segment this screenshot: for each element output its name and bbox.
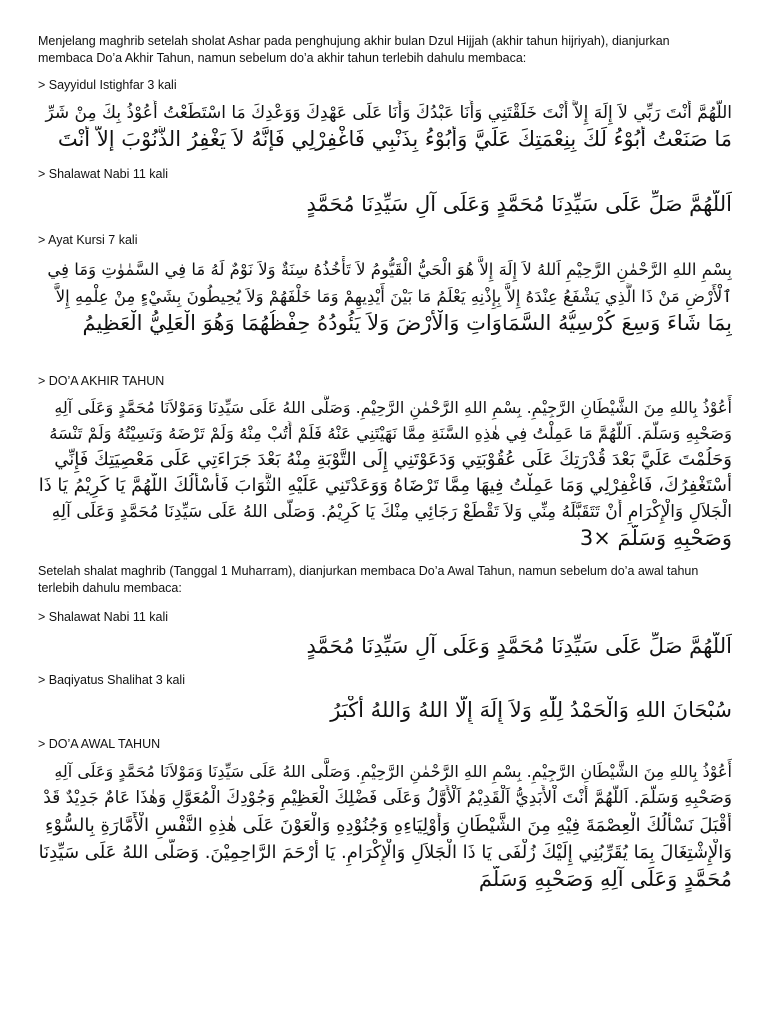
arabic-line: وَحَلُمْتَ عَلَيَّ بَعْدَ قُدْرَتِكَ عَلَى عُقُوْبَتِي وَدَعَوْتَنِي إِلَى التَّوْبَةِ مِنْهُ بَعْدَ جَرَاءَتِي عَلَى مَعْصِيَتِكَ فَإِنِّي	[54, 449, 732, 470]
arabic-line: أَعُوْذُ بِاللهِ مِنَ الشَّيْطَانِ الرَّجِيْمِ. بِسْمِ اللهِ الرَّحْمٰنِ الرَّحِيْمِ. وَصَلَّى اللهُ عَلَى سَيِّدِنَا وَمَوْلاَنَا مُحَمَّدٍ وَعَلَى آلِهِ	[54, 762, 732, 781]
repeat-mark: ×3	[579, 526, 611, 550]
arabic-shalawat-nabi-1	[36, 190, 732, 218]
arabic-ayat-kursi	[36, 256, 732, 337]
arabic-baqiyatus-shalihat	[36, 696, 732, 724]
arabic-line: أَسْتَغْفِرُكَ، فَاغْفِرْلِي وَمَا عَمِلْتُ فِيهَا مِمَّا تَرْضَاهُ وَوَعَدْتَنِي عَلَيْهِ الثَّوَابَ فَأَسْأَلُكَ اللَّهُمَّ يَا كَرِيْمُ يَا ذَا	[38, 475, 732, 496]
arabic-sayyidul-istighfar	[36, 100, 732, 152]
heading-baqiyatus-shalihat: > Baqiyatus Shalihat 3 kali	[38, 673, 185, 687]
arabic-line: مَا صَنَعْتُ أَبُوْءُ لَكَ بِنِعْمَتِكَ عَلَيَّ وَأَبُوْءُ بِذَنْبِي فَاغْفِرْلِي فَإِنَّهُ لاَ يَغْفِرُ الذُّنُوْبَ إِلاَّ أَنْتَ	[57, 127, 732, 151]
arabic-line: بِسْمِ اللهِ الرَّحْمٰنِ الرَّحِيْمِ اَللهُ لاَ إِلَهَ إِلاَّ هُوَ الْحَيُّ الْقَيُّومُ لاَ تَأْخُذُهُ سِنَةٌ وَلاَ نَوْمٌ لَهُ مَا فِي السَّمٰوٰتِ وَمَا فِي	[47, 260, 732, 279]
arabic-line: سُبْحَانَ اللهِ وَالْحَمْدُ لِلّٰهِ وَلاَ إِلَهَ إِلَّا اللهُ وَاللهُ أَكْبَرُ	[330, 698, 732, 722]
intro-akhir-line-1: Menjelang maghrib setelah sholat Ashar pada penghujung akhir bulan Dzul Hijjah (akhir tahun hijriyah), dianjurkan	[38, 34, 670, 48]
heading-sayyidul-istighfar: > Sayyidul Istighfar 3 kali	[38, 78, 177, 92]
arabic-line: اَللَّهُمَّ صَلِّ عَلَى سَيِّدِنَا مُحَمَّدٍ وَعَلَى آلِ سَيِّدِنَا مُحَمَّدٍ	[306, 192, 732, 216]
arabic-line: أَعُوْذُ بِاللهِ مِنَ الشَّيْطَانِ الرَّجِيْمِ. بِسْمِ اللهِ الرَّحْمٰنِ الرَّحِيْمِ. وَصَلَّى اللهُ عَلَى سَيِّدِنَا وَمَوْلاَنَا مُحَمَّدٍ وَعَلَى آلِهِ	[54, 398, 732, 417]
arabic-line: الْجَلاَلِ وَالْإِكْرَامِ أَنْ تَتَقَبَّلَهُ مِنِّي وَلاَ تَقْطَعْ رَجَائِي مِنْكَ يَا كَرِيْمُ. وَصَلَّى اللهُ عَلَى سَيِّدِنَا مُحَمَّدٍ وَعَلَى آلِهِ	[51, 502, 732, 522]
arabic-doa-akhir-tahun	[36, 395, 732, 551]
arabic-line: اَللَّهُمَّ صَلِّ عَلَى سَيِّدِنَا مُحَمَّدٍ وَعَلَى آلِ سَيِّدِنَا مُحَمَّدٍ	[306, 634, 732, 658]
arabic-line: وَصَحْبِهِ وَسَلَّمَ. اَللَّهُمَّ أَنْتَ اْلأَبَدِيُّ اَلْقَدِيْمُ اَلْأَوَّلُ وَعَلَى فَضْلِكَ الْعَظِيْمِ وَجُوْدِكَ الْمُعَوَّلِ وَهٰذَا عَامٌ جَدِيْدٌ قَدْ	[43, 788, 732, 808]
intro-awal-line-1: Setelah shalat maghrib (Tanggal 1 Muharram), dianjurkan membaca Do’a Awal Tahun, namun sebelum do’a awal tahun	[38, 564, 699, 578]
arabic-line: أَقْبَلَ نَسْأَلُكَ الْعِصْمَةَ فِيْهِ مِنَ الشَّيْطَانِ وَأَوْلِيَاءِهِ وَجُنُوْدِهِ وَالْعَوْنَ عَلَى هٰذِهِ النَّفْسِ الْأَمَّارَةِ بِالسُّوْءِ	[45, 815, 732, 836]
heading-shalawat-nabi-1: > Shalawat Nabi 11 kali	[38, 167, 169, 181]
arabic-line: ٱلْأَرْضِ مَنْ ذَا الَّذِي يَشْفَعُ عِنْدَهُ إِلاَّ بِإِذْنِهِ يَعْلَمُ مَا بَيْنَ أَيْدِيهِمْ وَمَا خَلْفَهُمْ وَلاَ يُحِيطُونَ بِشَيْءٍ مِنْ عِلْمِهِ إِلاَّ	[55, 287, 732, 306]
intro-awal-tahun	[38, 563, 738, 597]
arabic-line: وَصَحْبِهِ وَسَلَّمَ. اَللَّهُمَّ مَا عَمِلْتُ فِي هٰذِهِ السَّنَةِ مِمَّا نَهَيْتَنِي عَنْهُ فَلَمْ أَتُبْ مِنْهُ وَلَمْ تَرْضَهُ وَنَسِيْتُهُ وَلَمْ تَنْسَهُ	[49, 424, 732, 443]
arabic-shalawat-nabi-2	[36, 632, 732, 660]
intro-akhir-line-2: membaca Do’a Akhir Tahun, namun sebelum do’a akhir tahun terlebih dahulu membaca:	[38, 51, 527, 65]
arabic-line-text: وَصَحْبِهِ وَسَلَّمَ	[617, 526, 732, 550]
arabic-line: بِمَا شَاءَ وَسِعَ كُرْسِيُّهُ السَّمَاوَاتِ وَالْأَرْضَ وَلاَ يَئُودُهُ حِفْظُهُمَا وَهُوَ الْعَلِيُّ الْعَظِيمُ	[82, 311, 732, 335]
arabic-doa-awal-tahun	[36, 758, 732, 893]
heading-shalawat-nabi-2: > Shalawat Nabi 11 kali	[38, 610, 169, 624]
heading-doa-awal-tahun: > DO’A AWAL TAHUN	[38, 737, 161, 751]
arabic-line: وَالْإِشْتِغَالَ بِمَا يُقَرِّبُنِي إِلَيْكَ زُلْفَى يَا ذَا الْجَلاَلِ وَالْإِكْرَامِ. يَا أَرْحَمَ الرَّاحِمِيْنَ. وَصَلَّى اللهُ عَلَى سَيِّدِنَا	[38, 842, 732, 863]
heading-doa-akhir-tahun: > DO’A AKHIR TAHUN	[38, 374, 165, 388]
arabic-line: اللَّهُمَّ أَنْتَ رَبِّي لاَ إِلَهَ إِلاَّ أَنْتَ خَلَقْتَنِي وَأَنَا عَبْدُكَ وَأَنَا عَلَى عَهْدِكَ وَوَعْدِكَ مَا اسْتَطَعْتُ أَعُوْذُ بِكَ مِنْ شَرِّ	[45, 103, 732, 123]
heading-ayat-kursi: > Ayat Kursi 7 kali	[38, 233, 138, 247]
arabic-line: مُحَمَّدٍ وَعَلَى آلِهِ وَصَحْبِهِ وَسَلَّمَ	[478, 867, 732, 891]
intro-awal-line-2: terlebih dahulu membaca:	[38, 581, 182, 595]
intro-akhir-tahun	[38, 33, 738, 67]
arabic-last-line	[36, 525, 732, 551]
